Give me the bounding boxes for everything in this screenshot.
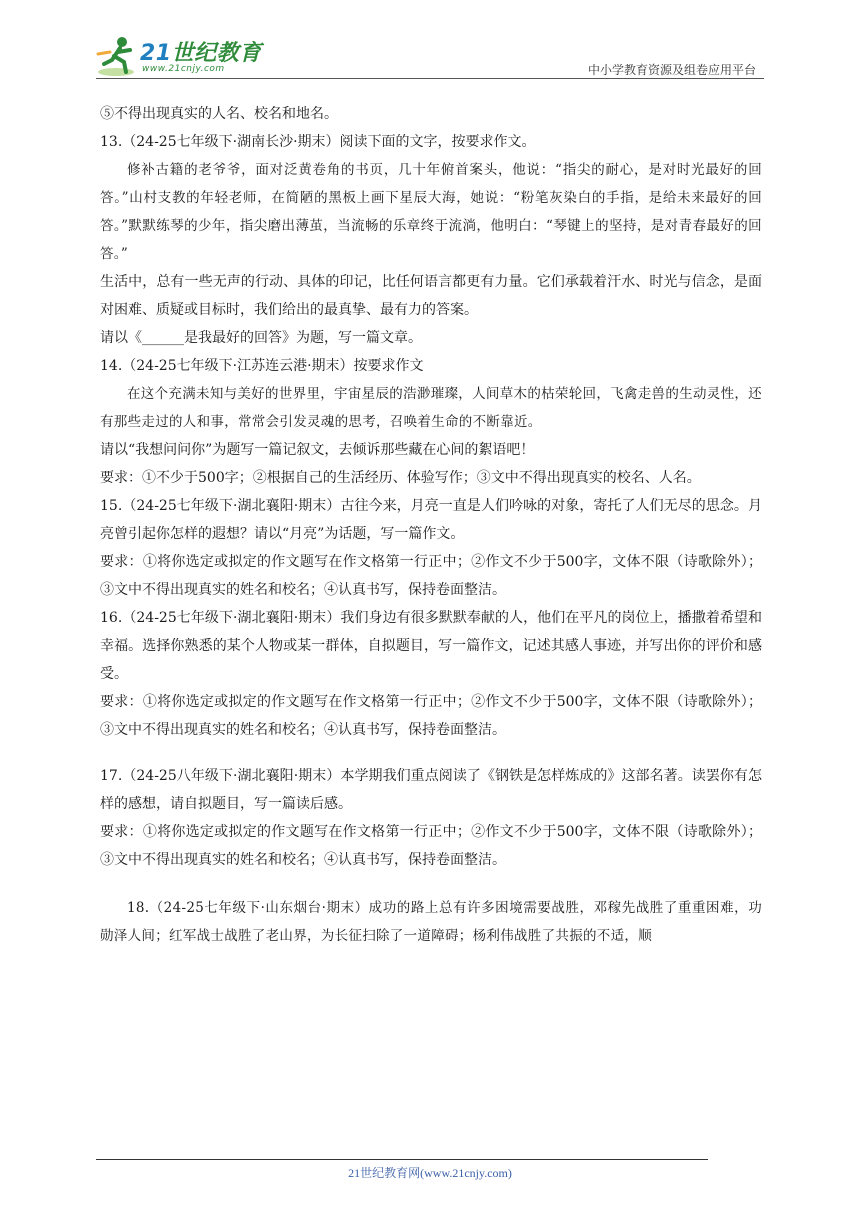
- question-18-heading: 18.（24-25七年级下·山东烟台·期末）成功的路上总有许多困境需要战胜，邓稼先战胜了重重困难，功勋泽人间；红军战士战胜了老山界，为长征扫除了一道障碍；杨利伟战胜了共振的不适，顺: [100, 900, 762, 944]
- footer-divider: [96, 1159, 708, 1160]
- question-13-material: 修补古籍的老爷爷，面对泛黄卷角的书页，几十年俯首案头，他说：“指尖的耐心，是对时光最好的回答。”山村支教的年轻老师，在简陋的黑板上画下星辰大海，她说：“粉笔灰染白的手指，是给未来最好的回答。”默默练琴的少年，指尖磨出薄茧，当流畅的乐章终于流淌，他明白：“琴键上的坚持，是对青春最好的回答。”: [100, 162, 762, 262]
- platform-name: 中小学教育资源及组卷应用平台: [587, 63, 756, 77]
- question-16-heading: 16.（24-25七年级下·湖北襄阳·期末）我们身边有很多默默奉献的人，他们在平凡的岗位上，播撒着希望和幸福。选择你熟悉的某个人物或某一群体，自拟题目，写一篇作文，记述其感人事迹，并写出你的评价和感受。: [100, 610, 762, 682]
- logo-wordmark: [140, 36, 262, 67]
- runner-icon: [96, 34, 142, 80]
- question-17-heading: 17.（24-25八年级下·湖北襄阳·期末）本学期我们重点阅读了《钢铁是怎样炼成的》这部名著。读罢你有怎样的感想，请自拟题目，写一篇读后感。: [100, 768, 762, 812]
- logo-url: www.21cnjy.com: [142, 64, 225, 74]
- header-divider: [96, 78, 764, 79]
- logo-chinese: 世纪教育: [171, 41, 262, 66]
- question-15-heading: 15.（24-25七年级下·湖北襄阳·期末）古往今来，月亮一直是人们吟咏的对象，寄托了人们无尽的思念。月亮曾引起你怎样的遐想？请以“月亮”为话题，写一篇作文。: [100, 498, 762, 542]
- logo-number: 21: [140, 41, 172, 66]
- question-17-requirements: 要求：①将你选定或拟定的作文题写在作文格第一行正中；②作文不少于500字，文体不限（诗歌除外）；③文中不得出现真实的姓名和校名；④认真书写，保持卷面整洁。: [100, 824, 762, 868]
- question-13-task: 请以《______是我最好的回答》为题，写一篇文章。: [100, 330, 422, 346]
- question-15-requirements: 要求：①将你选定或拟定的作文题写在作文格第一行正中；②作文不少于500字，文体不限（诗歌除外）；③文中不得出现真实的姓名和校名；④认真书写，保持卷面整洁。: [100, 554, 762, 598]
- question-14-requirements: 要求：①不少于500字；②根据自己的生活经历、体验写作；③文中不得出现真实的校名、人名。: [100, 470, 701, 486]
- requirement-line: ⑤不得出现真实的人名、校名和地名。: [100, 106, 338, 122]
- spacer: [100, 744, 762, 762]
- site-logo: [96, 32, 266, 82]
- question-14-heading: 14.（24-25七年级下·江苏连云港·期末）按要求作文: [100, 358, 424, 374]
- question-13-heading: 13.（24-25七年级下·湖南长沙·期末）阅读下面的文字，按要求作文。: [100, 134, 536, 150]
- question-14-material: 在这个充满未知与美好的世界里，宇宙星辰的浩渺璀璨，人间草木的枯荣轮回，飞禽走兽的生动灵性，还有那些走过的人和事，常常会引发灵魂的思考，召唤着生命的不断靠近。: [100, 386, 762, 430]
- page-header: [96, 28, 764, 84]
- question-14-task: 请以“我想问问你”为题写一篇记叙文，去倾诉那些藏在心间的絮语吧！: [100, 442, 535, 458]
- page-footer: 21世纪教育网(www.21cnjy.com): [348, 1166, 512, 1180]
- document-body: [100, 100, 762, 950]
- question-13-body: 生活中，总有一些无声的行动、具体的印记，比任何语言都更有力量。它们承载着汗水、时光与信念，是面对困难、质疑或目标时，我们给出的最真挚、最有力的答案。: [100, 274, 762, 318]
- question-16-requirements: 要求：①将你选定或拟定的作文题写在作文格第一行正中；②作文不少于500字，文体不限（诗歌除外）；③文中不得出现真实的姓名和校名；④认真书写，保持卷面整洁。: [100, 694, 762, 738]
- spacer: [100, 874, 762, 894]
